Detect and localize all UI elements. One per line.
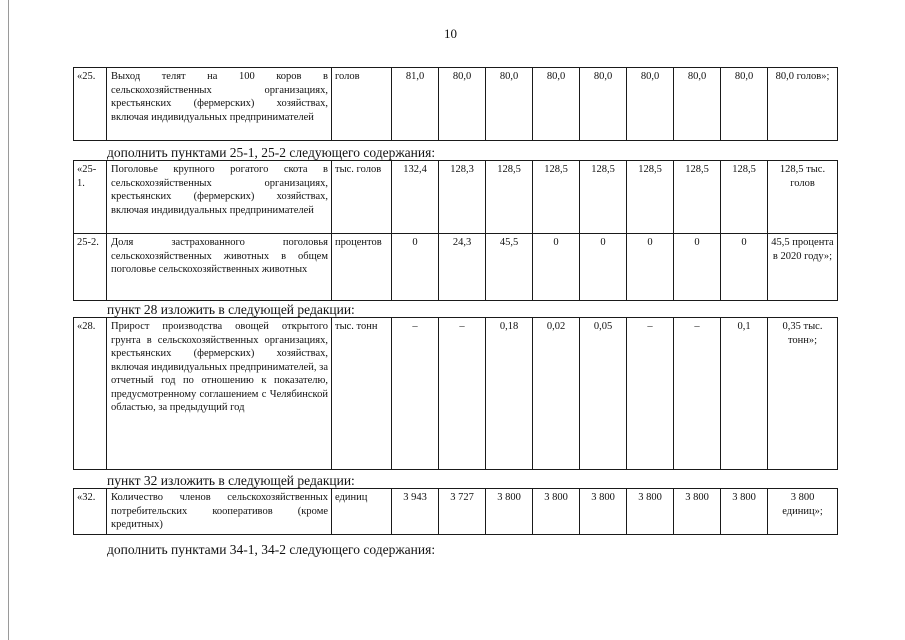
instruction-add-25: дополнить пунктами 25-1, 25-2 следующего содержания:: [107, 145, 436, 160]
value-cell: 80,0: [627, 68, 674, 141]
indicator-name-cell: Поголовье крупного рогатого скота в сельскохозяйственных организациях, крестьянских (фермерских) хозяйствах, включая индивидуальных предпринимателей: [107, 161, 332, 234]
indicator-name-cell: Прирост производства овощей открытого грунта в сельскохозяйственных организациях, крестьянских (фермерских) хозяйствах, включая индивидуальных предпринимателей, за отчетный год по отношению к показателю, предусмотренному соглашением с Челябинской областью, за предыдущий год: [107, 318, 332, 470]
value-cell: 132,4: [392, 161, 439, 234]
value-cell: 3 800: [533, 489, 580, 535]
value-cell: 128,5: [580, 161, 627, 234]
table-row: [74, 318, 838, 470]
indicator-name-cell: Доля застрахованного поголовья сельскохозяйственных животных в общем поголовье сельскохозяйственных животных: [107, 234, 332, 301]
value-cell: 0: [627, 234, 674, 301]
indicator-table: [73, 160, 838, 301]
unit-cell: единиц: [332, 489, 392, 535]
total-cell: 0,35 тыс. тонн»;: [768, 318, 838, 470]
value-cell: –: [674, 318, 721, 470]
value-cell: 24,3: [439, 234, 486, 301]
instruction-item-32: пункт 32 изложить в следующей редакции:: [107, 473, 355, 488]
value-cell: –: [439, 318, 486, 470]
total-cell: 128,5 тыс. голов: [768, 161, 838, 234]
indicator-table: [73, 67, 838, 141]
value-cell: 3 800: [486, 489, 533, 535]
table-row: [74, 489, 838, 535]
value-cell: 81,0: [392, 68, 439, 141]
unit-cell: процентов: [332, 234, 392, 301]
value-cell: 128,3: [439, 161, 486, 234]
table-row: [74, 68, 838, 141]
table-row: [74, 234, 838, 301]
value-cell: 0,02: [533, 318, 580, 470]
indicator-name-cell: Количество членов сельскохозяйственных потребительских кооперативов (кроме кредитных): [107, 489, 332, 535]
item-number-cell: 25-2.: [74, 234, 107, 301]
scan-edge-line: [8, 0, 9, 640]
total-cell: 45,5 процента в 2020 году»;: [768, 234, 838, 301]
value-cell: 0: [674, 234, 721, 301]
unit-cell: голов: [332, 68, 392, 141]
value-cell: 128,5: [533, 161, 580, 234]
instruction-add-34: дополнить пунктами 34-1, 34-2 следующего содержания:: [107, 542, 436, 557]
value-cell: –: [627, 318, 674, 470]
value-cell: 0: [533, 234, 580, 301]
indicator-name-cell: Выход телят на 100 коров в сельскохозяйственных организациях, крестьянских (фермерских) хозяйствах, включая индивидуальных предпринимателей: [107, 68, 332, 141]
table-fragment-32: [73, 488, 838, 535]
value-cell: 80,0: [721, 68, 768, 141]
instruction-item-28: пункт 28 изложить в следующей редакции:: [107, 302, 355, 317]
table-fragment-25: [73, 67, 838, 141]
value-cell: 0,1: [721, 318, 768, 470]
value-cell: 128,5: [721, 161, 768, 234]
indicator-table: [73, 488, 838, 535]
value-cell: –: [392, 318, 439, 470]
value-cell: 80,0: [674, 68, 721, 141]
item-number-cell: «25-1.: [74, 161, 107, 234]
total-cell: 80,0 голов»;: [768, 68, 838, 141]
value-cell: 0: [580, 234, 627, 301]
value-cell: 3 800: [721, 489, 768, 535]
item-number-cell: «28.: [74, 318, 107, 470]
value-cell: 0: [392, 234, 439, 301]
value-cell: 0,05: [580, 318, 627, 470]
value-cell: 80,0: [533, 68, 580, 141]
value-cell: 128,5: [486, 161, 533, 234]
value-cell: 45,5: [486, 234, 533, 301]
unit-cell: тыс. голов: [332, 161, 392, 234]
page-number: 10: [444, 26, 457, 41]
item-number-cell: «32.: [74, 489, 107, 535]
value-cell: 128,5: [627, 161, 674, 234]
total-cell: 3 800 единиц»;: [768, 489, 838, 535]
value-cell: 3 800: [627, 489, 674, 535]
value-cell: 3 727: [439, 489, 486, 535]
value-cell: 3 800: [674, 489, 721, 535]
table-fragment-28: [73, 317, 838, 470]
item-number-cell: «25.: [74, 68, 107, 141]
table-row: [74, 161, 838, 234]
value-cell: 80,0: [580, 68, 627, 141]
value-cell: 0: [721, 234, 768, 301]
value-cell: 128,5: [674, 161, 721, 234]
value-cell: 80,0: [439, 68, 486, 141]
value-cell: 0,18: [486, 318, 533, 470]
value-cell: 3 943: [392, 489, 439, 535]
table-fragment-25-1-25-2: [73, 160, 838, 301]
value-cell: 80,0: [486, 68, 533, 141]
indicator-table: [73, 317, 838, 470]
value-cell: 3 800: [580, 489, 627, 535]
unit-cell: тыс. тонн: [332, 318, 392, 470]
